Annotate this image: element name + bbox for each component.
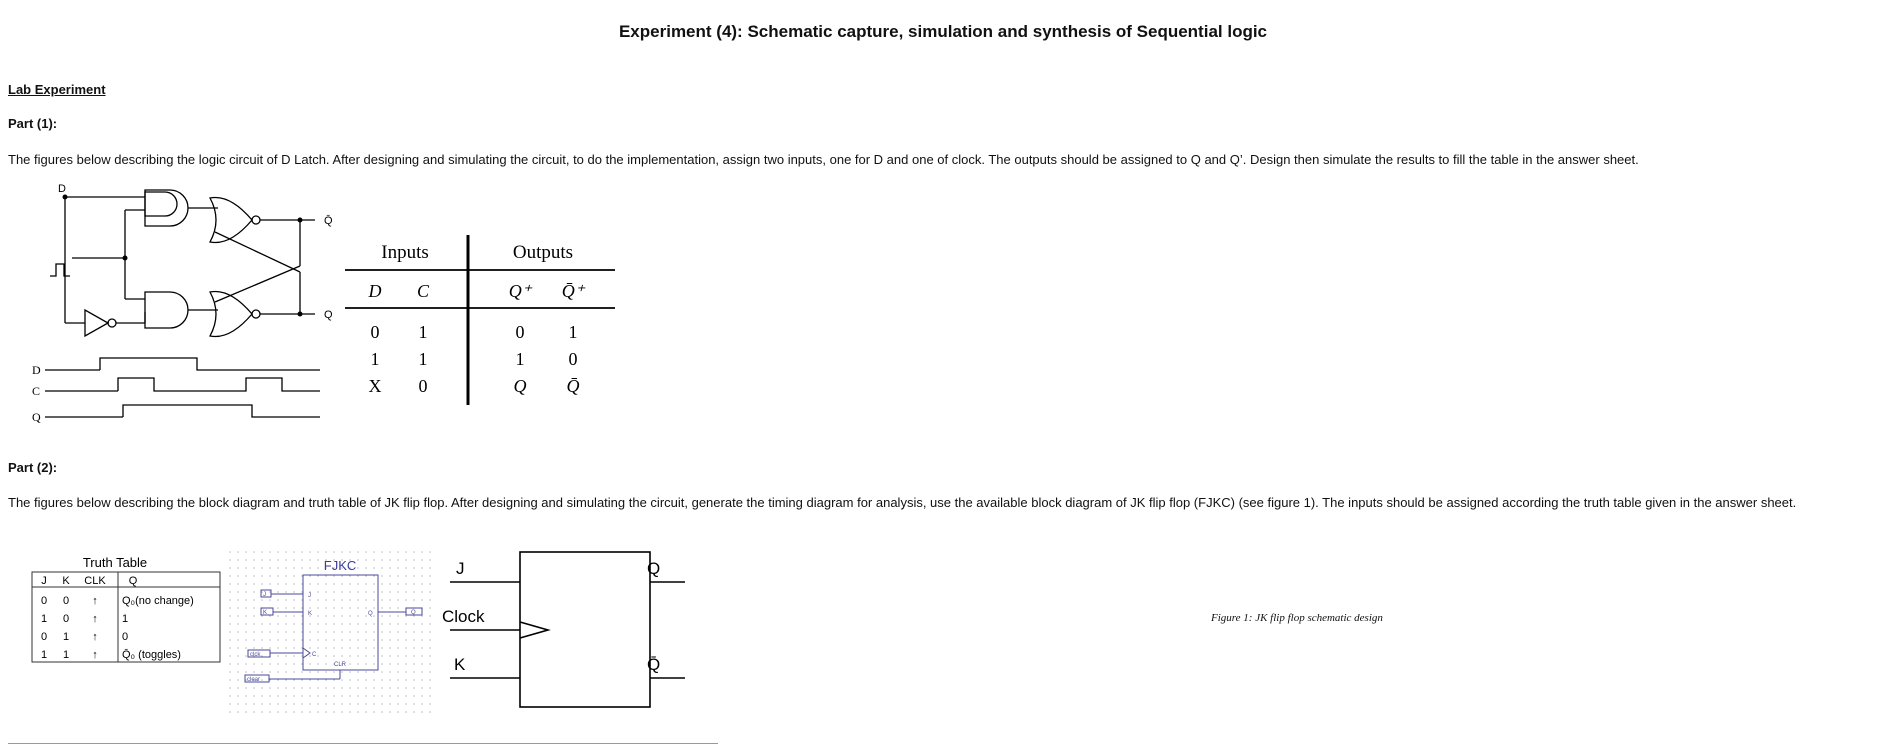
jk-block-diagram xyxy=(440,550,690,715)
in-clear: clear xyxy=(247,677,261,683)
tt-cell: 0 xyxy=(62,613,70,625)
block-qbar: Q̄ xyxy=(647,655,661,674)
col-d: D xyxy=(368,281,382,301)
block-clock: Clock xyxy=(442,607,485,626)
col-qbar: Q̄⁺ xyxy=(561,281,585,301)
table-cell: 0 xyxy=(515,322,525,342)
table-cell: 1 xyxy=(515,349,525,369)
tt-cell: 1 xyxy=(62,649,70,661)
table-cell: 0 xyxy=(418,376,428,396)
col-q: Q⁺ xyxy=(508,281,532,301)
tt-cell: 0 xyxy=(40,595,48,607)
tt-cell: 0 xyxy=(40,631,48,643)
tt-cell: ↑ xyxy=(92,613,98,625)
block-k: K xyxy=(454,655,466,674)
th-clk: CLK xyxy=(84,575,106,587)
block-j: J xyxy=(456,559,465,578)
block-q: Q xyxy=(647,559,661,578)
in-k: K xyxy=(263,610,268,616)
tt-cell: ↑ xyxy=(92,595,98,607)
table-cell: 1 xyxy=(568,322,578,342)
th-q: Q xyxy=(128,575,138,587)
truth-table-title: Truth Table xyxy=(82,555,148,570)
pin-q: Q xyxy=(368,611,373,617)
tt-cell: 1 xyxy=(62,631,70,643)
in-j: J xyxy=(263,592,266,598)
page-title: Experiment (4): Schematic capture, simulation and synthesis of Sequential logic xyxy=(618,22,1268,41)
part2-paragraph: The figures below describing the block diagram and truth table of JK flip flop. After designing and simulating the circuit, generate the timing diagram for analysis, use the available block diagram of JK flip flop (FJKC) (see figure 1). The inputs should be assigned according the truth table given in the answer sheet. xyxy=(8,495,1797,510)
d-latch-circuit xyxy=(30,180,350,440)
table-cell: 1 xyxy=(370,349,380,369)
tt-cell: Q₀(no change) xyxy=(122,595,194,607)
tt-cell: 0 xyxy=(122,631,129,643)
in-clk: clck xyxy=(250,652,261,658)
inputs-header: Inputs xyxy=(381,242,429,263)
pin-c: C xyxy=(312,652,317,658)
d-latch-table xyxy=(345,230,620,410)
tt-cell: 1 xyxy=(40,613,48,625)
tt-cell: 1 xyxy=(40,649,48,661)
part2-heading: Part (2): xyxy=(8,460,58,475)
tt-cell: ↑ xyxy=(92,649,98,661)
outputs-header: Outputs xyxy=(512,242,574,263)
timing-c-label: C xyxy=(32,384,41,398)
table-cell: Q xyxy=(513,376,527,396)
timing-q-label: Q xyxy=(32,410,41,424)
tt-cell: 0 xyxy=(62,595,70,607)
circuit-qbar-label: Q̄ xyxy=(324,215,333,227)
tt-cell: ↑ xyxy=(92,631,98,643)
pin-clr: CLR xyxy=(334,662,347,668)
fjkc-title: FJKC xyxy=(323,558,357,573)
table-cell: 1 xyxy=(418,349,428,369)
th-j: J xyxy=(41,575,47,587)
out-q: Q xyxy=(411,610,416,616)
section-heading: Lab Experiment xyxy=(8,82,106,97)
tt-cell: 1 xyxy=(122,613,129,625)
table-cell: 0 xyxy=(568,349,578,369)
table-cell: Q̄ xyxy=(566,376,580,396)
tt-cell: Q̄₀ (toggles) xyxy=(122,649,181,661)
timing-d-label: D xyxy=(32,363,41,377)
part1-paragraph: The figures below describing the logic circuit of D Latch. After designing and simulating the circuit, to do the implementation, assign two inputs, one for D and one of clock. The outputs should be assigned to Q and Q’. Design then simulate the results to fill the table in the answer sheet. xyxy=(8,152,1639,167)
fjkc-schematic xyxy=(228,550,438,715)
footer-divider xyxy=(8,743,718,744)
pin-j: J xyxy=(308,593,311,599)
pin-k: K xyxy=(308,611,313,617)
table-cell: X xyxy=(368,376,382,396)
jk-truth-table xyxy=(30,552,225,672)
col-c: C xyxy=(416,281,430,301)
figure-caption: Figure 1: JK flip flop schematic design xyxy=(1211,612,1383,624)
th-k: K xyxy=(62,575,70,587)
table-cell: 0 xyxy=(370,322,380,342)
part1-heading: Part (1): xyxy=(8,116,58,131)
circuit-d-label: D xyxy=(58,183,66,195)
table-cell: 1 xyxy=(418,322,428,342)
circuit-q-label: Q xyxy=(324,309,333,321)
